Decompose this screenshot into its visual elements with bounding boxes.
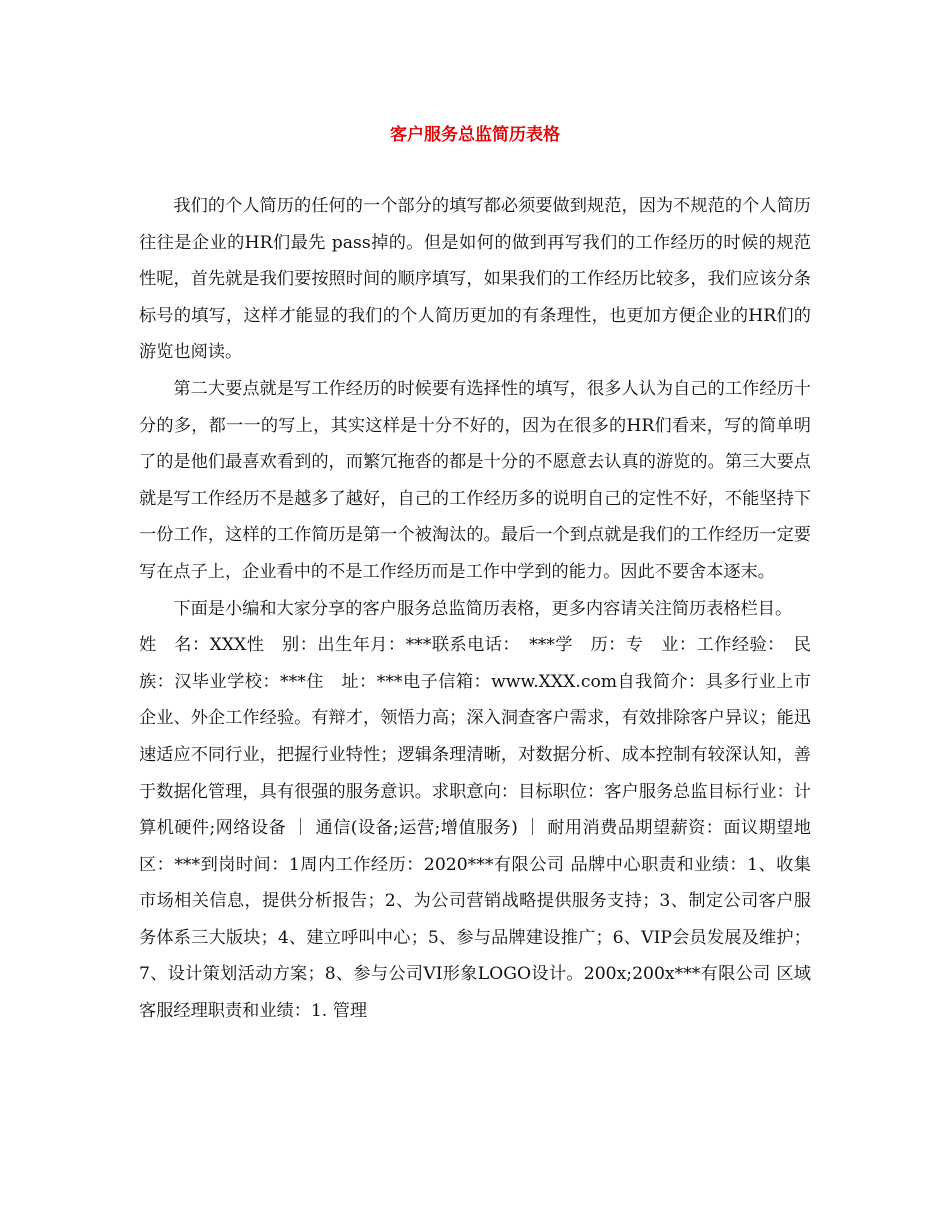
paragraph-second-point: 第二大要点就是写工作经历的时候要有选择性的填写，很多人认为自己的工作经历十分的多，都一一的写上，其实这样是十分不好的，因为在很多的HR们看来，写的简单明了的是他们最喜欢看到的，而繁冗拖沓的都是十分的不愿意去认真的游览的。第三大要点就是写工作经历不是越多了越好，自己的工作经历多的说明自己的定性不好，不能坚持下一份工作，这样的工作简历是第一个被淘汰的。最后一个到点就是我们的工作经历一定要写在点子上，企业看中的不是工作经历而是工作中学到的能力。因此不要舍本逐末。 bbox=[139, 378, 811, 582]
paragraph-resume-details: 姓 名：XXX性 别：出生年月：***联系电话： ***学 历：专 业：工作经验： 民族：汉毕业学校：***住 址：***电子信箱：www.XXX.com自我简介：具多行业上市企业、外企工作经验。有辩才，领悟力高；深入洞查客户需求，有效排除客户异议；能迅速适应不同行业，把握行业特性；逻辑条理清晰，对数据分析、成本控制有较深认知，善于数据化管理，具有很强的服务意识。求职意向：目标职位：客户服务总监目标行业：计算机硬件;网络设备 ｜ 通信(设备;运营;增值服务) ｜ 耐用消费品期望薪资：面议期望地区：***到岗时间：1周内工作经历：2020***有限公司 品牌中心职责和业绩：1、收集市场相关信息，提供分析报告；2、为公司营销战略提供服务支持；3、制定公司客户服务体系三大版块；4、建立呼叫中心；5、参与品牌建设推广；6、VIP会员发展及维护；7、设计策划活动方案；8、参与公司VI形象LOGO设计。200x;200x***有限公司 区域客服经理职责和业绩：1. 管理 bbox=[139, 635, 811, 1022]
paragraph-intro: 我们的个人简历的任何的一个部分的填写都必须要做到规范，因为不规范的个人简历往往是企业的HR们最先 pass掉的。但是如何的做到再写我们的工作经历的时候的规范性呢，首先就是我们要按照时间的顺序填写，如果我们的工作经历比较多，我们应该分条标号的填写，这样才能显的我们的个人简历更加的有条理性，也更加方便企业的HR们的游览也阅读。 bbox=[139, 196, 811, 363]
document-title: 客户服务总监简历表格 bbox=[390, 125, 560, 145]
paragraph-share: 下面是小编和大家分享的客户服务总监简历表格，更多内容请关注简历表格栏目。 bbox=[173, 598, 793, 619]
document-body bbox=[139, 188, 811, 1030]
